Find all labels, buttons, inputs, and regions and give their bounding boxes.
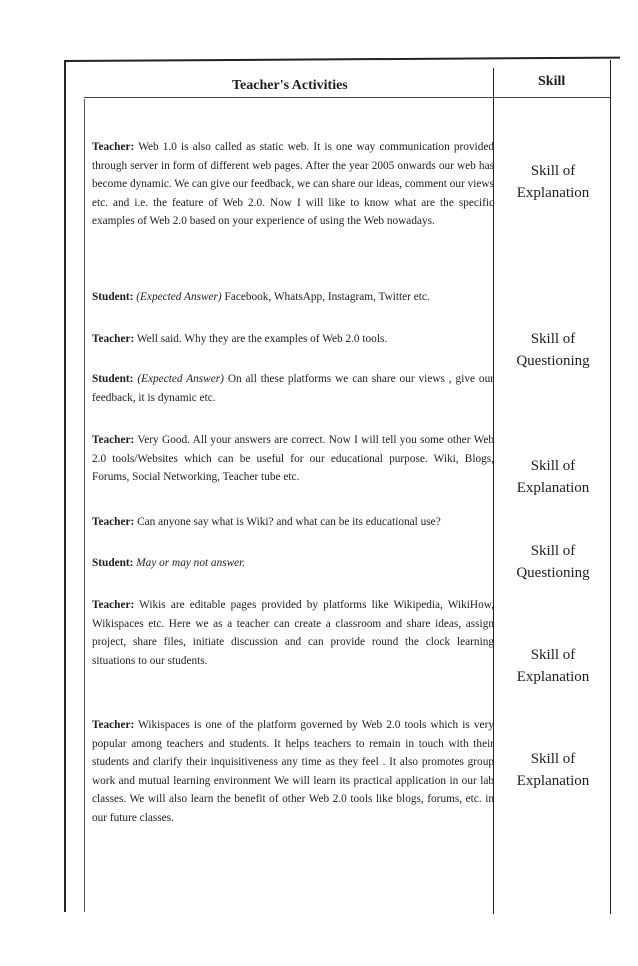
activity-row (92, 431, 494, 487)
activity-text: Can anyone say what is Wiki? and what can be its educational use? (137, 516, 441, 528)
table-header-divider (84, 97, 610, 98)
expected-answer-note: (Expected Answer) (136, 291, 222, 303)
activity-row (92, 513, 494, 532)
table-left-border (64, 60, 66, 912)
skill-cell (498, 748, 608, 792)
activity-row (92, 370, 494, 407)
speaker-label: Student: (92, 557, 134, 569)
speaker-label: Teacher: (92, 599, 135, 611)
skill-line2: Explanation (516, 669, 590, 685)
speaker-label: Student: (92, 291, 134, 303)
speaker-label: Teacher: (92, 333, 135, 345)
speaker-label: Student: (92, 373, 134, 385)
skill-cell (498, 328, 608, 372)
table-top-border (64, 57, 620, 62)
activity-row (92, 596, 494, 670)
speaker-label: Teacher: (92, 516, 135, 528)
speaker-label: Teacher: (92, 719, 135, 731)
activity-row (92, 716, 494, 827)
activity-row (92, 288, 494, 307)
activity-row (92, 554, 494, 573)
table-inner-left-border (84, 99, 85, 912)
skill-line1: Skill of (530, 163, 576, 179)
header-skill: Skill (538, 74, 566, 89)
skill-cell (498, 540, 608, 584)
skill-line1: Skill of (530, 543, 576, 559)
skill-line1: Skill of (530, 331, 576, 347)
activity-text: On all these platforms we can share our views , give our feedback, it is dynamic etc. (92, 373, 494, 404)
expected-answer-note: May or may not answer. (136, 557, 246, 569)
skill-line2: Explanation (516, 480, 590, 496)
skill-line1: Skill of (530, 458, 576, 474)
skill-cell (498, 644, 608, 688)
skill-line2: Questioning (516, 565, 590, 581)
header-activities: Teacher's Activities (232, 78, 348, 93)
skill-line2: Explanation (516, 185, 590, 201)
speaker-label: Teacher: (92, 434, 135, 446)
activity-text: Wikis are editable pages provided by platforms like Wikipedia, WikiHow, Wikispaces etc. Here we as a teacher can create a classroom and share ideas, assign project, share files, initiate discussion and can provide round the clock learning situations to our students. (92, 599, 494, 667)
activity-row (92, 138, 494, 231)
skill-line1: Skill of (530, 647, 576, 663)
activity-text: Well said. Why they are the examples of Web 2.0 tools. (136, 333, 388, 345)
activity-text: Very Good. All your answers are correct. Now I will tell you some other Web 2.0 tools/Websites which can be useful for our educational purpose. Wiki, Blogs, Forums, Social Networking, Teacher tube etc. (92, 434, 494, 483)
skill-cell (498, 455, 608, 499)
activity-row (92, 330, 494, 349)
skill-cell (498, 160, 608, 204)
table-right-border (610, 60, 611, 914)
activity-text: Facebook, WhatsApp, Instagram, Twitter etc. (224, 291, 430, 303)
skill-line1: Skill of (530, 751, 576, 767)
activity-text: Web 1.0 is also called as static web. It is one way communication provided through server in form of different web pages. After the year 2005 onwards our web has become dynamic. We can give our feedback, we can share our ideas, comment our views etc. and i.e. the feature of Web 2.0. Now I will like to know what are the specific examples of Web 2.0 based on your experience of using the Web nowadays. (92, 141, 494, 227)
skill-line2: Questioning (516, 353, 590, 369)
expected-answer-note: (Expected Answer) (137, 373, 224, 385)
activity-text: Wikispaces is one of the platform governed by Web 2.0 tools which is very popular among teachers and students. It helps teachers to remain in touch with their students and clarify their inquisitiveness any time as they feel . It also promotes group work and mutual learning environment We will learn its practical application in our lab classes. We will also learn the benefit of other Web 2.0 tools like blogs, forums, etc. in our future classes. (92, 719, 494, 824)
skill-line2: Explanation (516, 773, 590, 789)
speaker-label: Teacher: (92, 141, 135, 153)
